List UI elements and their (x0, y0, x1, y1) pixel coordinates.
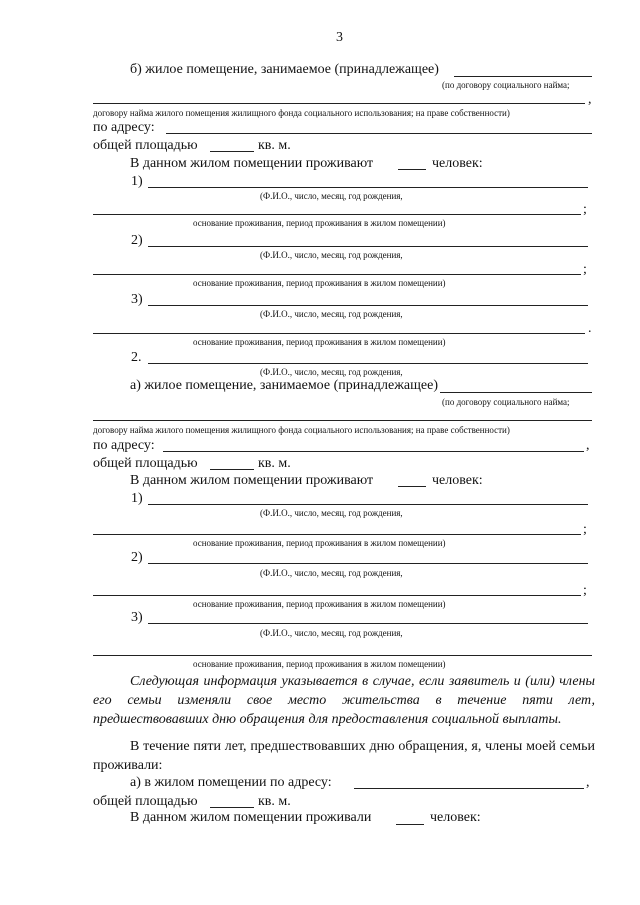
section-a-residents-label: В данном жилом помещении проживают (130, 473, 374, 488)
section-a-person-3-number: 3) (131, 610, 143, 625)
section-a-type-note-2: договору найма жилого помещения жилищного фонда социального использования; на праве собственности) (93, 425, 510, 435)
five-years-paragraph: В течение пяти лет, предшествовавших дню обращения, я, члены моей семьи проживали: (93, 739, 595, 773)
section-b-area-unit: кв. м. (258, 138, 291, 153)
section-b-person-1-fio-field[interactable] (148, 187, 588, 188)
five-years-residents-count-field[interactable] (396, 824, 424, 825)
section-b-address-label: по адресу: (93, 120, 155, 135)
fio-note: (Ф.И.О., число, месяц, год рождения, (260, 628, 403, 638)
section-b-person-2-basis-field[interactable] (93, 274, 581, 275)
section-b-person-4-number: 2. (131, 350, 142, 365)
page-number: 3 (336, 30, 343, 45)
section-a-type-note: (по договору социального найма; (442, 397, 570, 407)
five-years-residents-label: В данном жилом помещении проживали (130, 810, 372, 825)
section-b-address-field[interactable] (166, 133, 592, 134)
section-b-person-3-basis-field[interactable] (93, 333, 585, 334)
section-a-address-label: по адресу: (93, 438, 155, 453)
fio-note: (Ф.И.О., число, месяц, год рождения, (260, 191, 403, 201)
section-a-person-3-basis-field[interactable] (93, 655, 592, 656)
five-years-address-field[interactable] (354, 788, 584, 789)
section-b-residents-count-field[interactable] (398, 169, 426, 170)
basis-note: основание проживания, период проживания в жилом помещении) (193, 538, 446, 548)
five-years-residents-unit: человек: (430, 810, 481, 825)
comma: , (586, 438, 590, 453)
section-a-title: а) жилое помещение, занимаемое (принадлежащее) (130, 378, 438, 393)
fio-note: (Ф.И.О., число, месяц, год рождения, (260, 250, 403, 260)
section-b-type-line-2[interactable] (93, 103, 585, 104)
conditional-info-paragraph: Следующая информация указывается в случае, если заявитель и (или) члены его семьи изменяли свое место жительства в течение пяти лет, предшествовавших дню обращения для предоставления социальной выплаты. (93, 674, 595, 727)
line-end-mark: ; (583, 262, 587, 277)
section-b-area-label: общей площадью (93, 138, 198, 153)
section-a-person-3-fio-field[interactable] (148, 623, 588, 624)
section-a-person-2-fio-field[interactable] (148, 563, 588, 564)
section-a-area-label: общей площадью (93, 456, 198, 471)
basis-note: основание проживания, период проживания в жилом помещении) (193, 659, 446, 669)
five-years-area-label: общей площадью (93, 794, 198, 809)
section-a-person-1-basis-field[interactable] (93, 534, 581, 535)
five-years-area-field[interactable] (210, 807, 254, 808)
basis-note: основание проживания, период проживания в жилом помещении) (193, 278, 446, 288)
line-end-mark: ; (583, 583, 587, 598)
section-b-title: б) жилое помещение, занимаемое (принадлежащее) (130, 62, 439, 77)
section-a-person-2-basis-field[interactable] (93, 595, 581, 596)
five-years-address-label: а) в жилом помещении по адресу: (130, 775, 332, 790)
section-a-area-unit: кв. м. (258, 456, 291, 471)
fio-note: (Ф.И.О., число, месяц, год рождения, (260, 367, 403, 377)
comma: , (586, 775, 590, 790)
section-b-residents-unit: человек: (432, 156, 483, 171)
fio-note: (Ф.И.О., число, месяц, год рождения, (260, 309, 403, 319)
section-b-person-1-basis-field[interactable] (93, 214, 581, 215)
section-a-residents-count-field[interactable] (398, 486, 426, 487)
section-b-type-note-2: договору найма жилого помещения жилищного фонда социального использования; на праве собственности) (93, 108, 510, 118)
section-b-person-2-fio-field[interactable] (148, 246, 588, 247)
fio-note: (Ф.И.О., число, месяц, год рождения, (260, 568, 403, 578)
section-b-person-3-fio-field[interactable] (148, 305, 588, 306)
section-a-area-field[interactable] (210, 469, 254, 470)
section-b-type-note: (по договору социального найма; (442, 80, 570, 90)
section-a-address-field[interactable] (163, 451, 584, 452)
section-a-person-1-number: 1) (131, 491, 143, 506)
five-years-area-unit: кв. м. (258, 794, 291, 809)
basis-note: основание проживания, период проживания в жилом помещении) (193, 337, 446, 347)
section-b-person-2-number: 2) (131, 233, 143, 248)
section-a-person-1-fio-field[interactable] (148, 504, 588, 505)
line-end-mark: ; (583, 522, 587, 537)
comma: , (588, 92, 592, 107)
section-b-area-field[interactable] (210, 151, 254, 152)
fio-note: (Ф.И.О., число, месяц, год рождения, (260, 508, 403, 518)
section-a-type-line-2[interactable] (93, 420, 592, 421)
basis-note: основание проживания, период проживания в жилом помещении) (193, 218, 446, 228)
line-end-mark: . (588, 321, 592, 336)
line-end-mark: ; (583, 202, 587, 217)
section-b-person-1-number: 1) (131, 174, 143, 189)
section-a-person-2-number: 2) (131, 550, 143, 565)
section-b-residents-label: В данном жилом помещении проживают (130, 156, 374, 171)
section-a-residents-unit: человек: (432, 473, 483, 488)
basis-note: основание проживания, период проживания в жилом помещении) (193, 599, 446, 609)
section-b-person-4-fio-field[interactable] (148, 363, 588, 364)
section-a-type-line[interactable] (440, 392, 592, 393)
section-b-type-line[interactable] (454, 76, 592, 77)
section-b-person-3-number: 3) (131, 292, 143, 307)
